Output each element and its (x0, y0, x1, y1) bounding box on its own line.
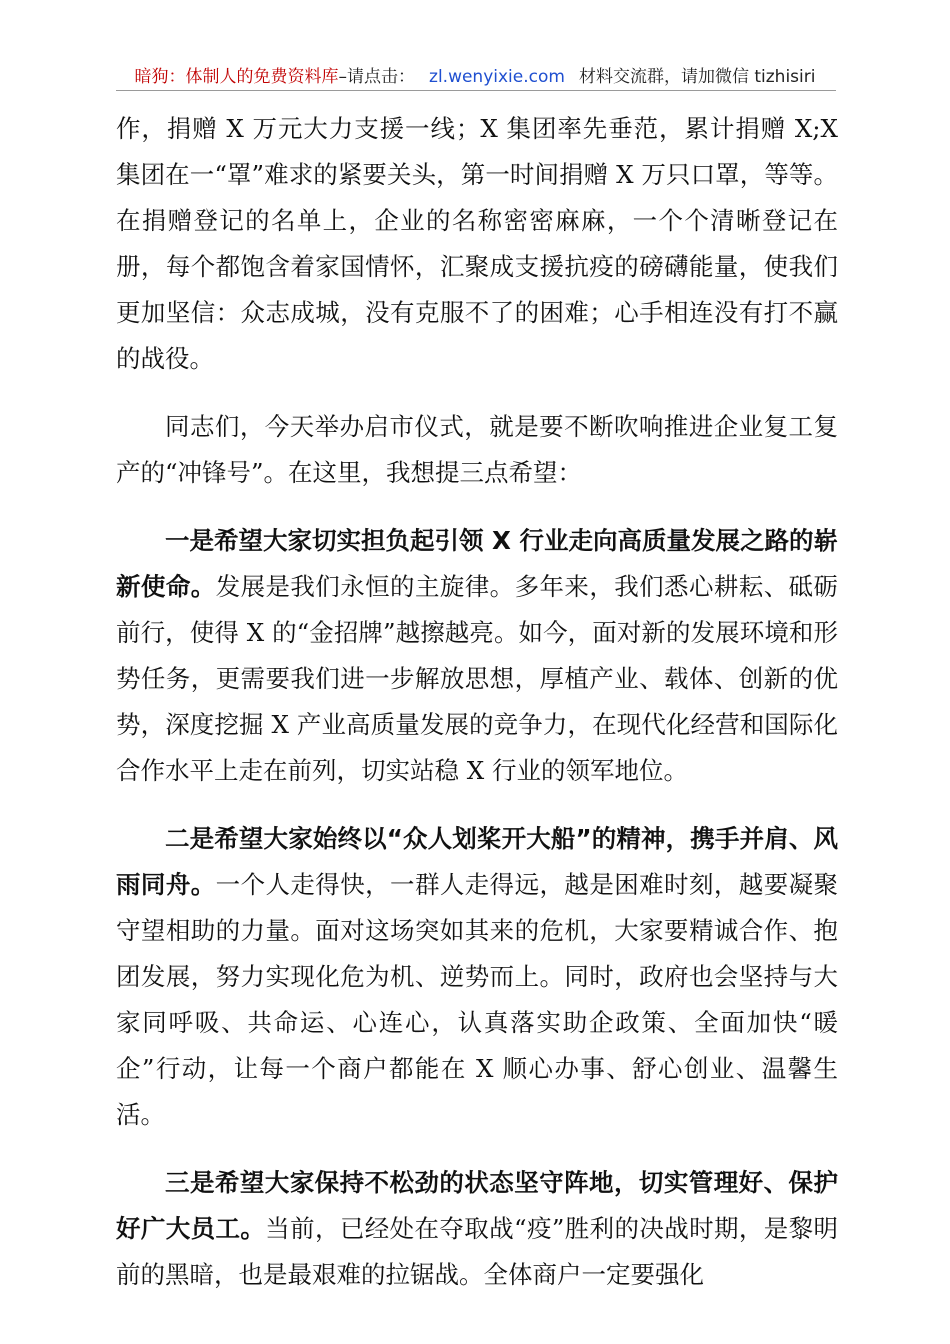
paragraph-text: 发展是我们永恒的主旋律。多年来，我们悉心耕耘、砥砺前行，使得 X 的“金招牌”越擦越亮。如今，面对新的发展环境和形势任务，更需要我们进一步解放思想，厚植产业、载体、创新的优势，深度挖掘 X 产业高质量发展的竞争力，在现代化经营和国际化合作水平上走在前列，切实站稳 X 行业的领军地位。 (116, 572, 839, 785)
header-prompt: –请点击： (338, 67, 416, 87)
header-note: 材料交流群，请加微信 tizhisiri (578, 67, 816, 87)
paragraph-text: 一个人走得快，一群人走得远，越是困难时刻，越要凝聚守望相助的力量。面对这场突如其来的危机，大家要精诚合作、抱团发展，努力实现化危为机、逆势而上。同时，政府也会坚持与大家同呼吸、共命运、心连心，认真落实助企政策、全面加快“暖企”行动，让每一个商户都能在 X 顺心办事、舒心创业、温馨生活。 (116, 870, 839, 1129)
paragraph-lead: 二是希望大家始终以“众人划桨开大船”的精神，携手并肩、风雨同舟。 (116, 824, 838, 899)
header-divider (116, 90, 836, 91)
paragraph-continuation (116, 106, 838, 382)
paragraph-text: 作，捐赠 X 万元大力支援一线；X 集团率先垂范，累计捐赠 X;X 集团在一“罩”难求的紧要关头，第一时间捐赠 X 万只口罩，等等。在捐赠登记的名单上，企业的名称密密麻麻，一个个清晰登记在册，每个都饱含着家国情怀，汇聚成支援抗疫的磅礴能量，使我们更加坚信：众志成城，没有克服不了的困难；心手相连没有打不赢的战役。 (116, 114, 838, 373)
paragraph-text: 当前，已经处在夺取战“疫”胜利的决战时期，是黎明前的黑暗，也是最艰难的拉锯战。全体商户一定要强化 (116, 1214, 838, 1289)
paragraph-lead: 一是希望大家切实担负起引领 X 行业走向高质量发展之路的崭新使命。 (116, 526, 838, 601)
page-header (0, 66, 950, 88)
paragraph-text: 同志们，今天举办启市仪式，就是要不断吹响推进企业复工复产的“冲锋号”。在这里，我想提三点希望： (116, 412, 838, 487)
paragraph-lead: 三是希望大家保持不松劲的状态坚守阵地，切实管理好、保护好广大员工。 (116, 1168, 838, 1243)
paragraph-hope-2 (116, 816, 838, 1138)
paragraph-hope-3 (116, 1160, 838, 1298)
document-body (116, 106, 838, 1320)
paragraph-intro (116, 404, 838, 496)
paragraph-hope-1 (116, 518, 838, 794)
header-link[interactable]: zl.wenyixie.com (429, 67, 565, 87)
header-brand: 暗狗：体制人的免费资料库 (134, 67, 339, 87)
